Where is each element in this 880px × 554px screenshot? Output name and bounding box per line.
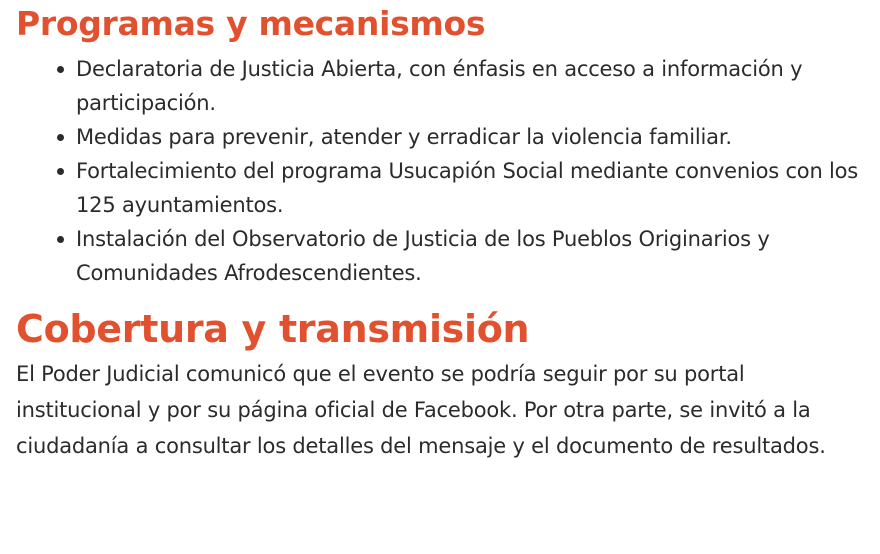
list-item-text: Instalación del Observatorio de Justicia de los Pueblos Originarios y Comunidades Afrodescendientes. <box>76 227 770 285</box>
bullet-icon <box>57 236 64 243</box>
section-heading-cobertura: Cobertura y transmisión <box>16 307 530 351</box>
list-item-text: Medidas para prevenir, atender y erradicar la violencia familiar. <box>76 125 732 149</box>
bullet-icon <box>57 66 64 73</box>
cobertura-paragraph: El Poder Judicial comunicó que el evento se podría seguir por su portal institucional y por su página oficial de Facebook. Por otra parte, se invitó a la ciudadanía a consultar los detalles del mensaje y el documento de resultados. <box>16 362 826 458</box>
bullet-icon <box>57 134 64 141</box>
list-item <box>76 120 866 154</box>
programas-list <box>16 52 866 290</box>
list-item <box>76 222 866 290</box>
section-heading-programas: Programas y mecanismos <box>16 4 486 43</box>
list-item <box>76 52 866 120</box>
list-item <box>76 154 866 222</box>
bullet-icon <box>57 168 64 175</box>
list-item-text: Fortalecimiento del programa Usucapión Social mediante convenios con los 125 ayuntamientos. <box>76 159 859 217</box>
list-item-text: Declaratoria de Justicia Abierta, con énfasis en acceso a información y participación. <box>76 57 803 115</box>
